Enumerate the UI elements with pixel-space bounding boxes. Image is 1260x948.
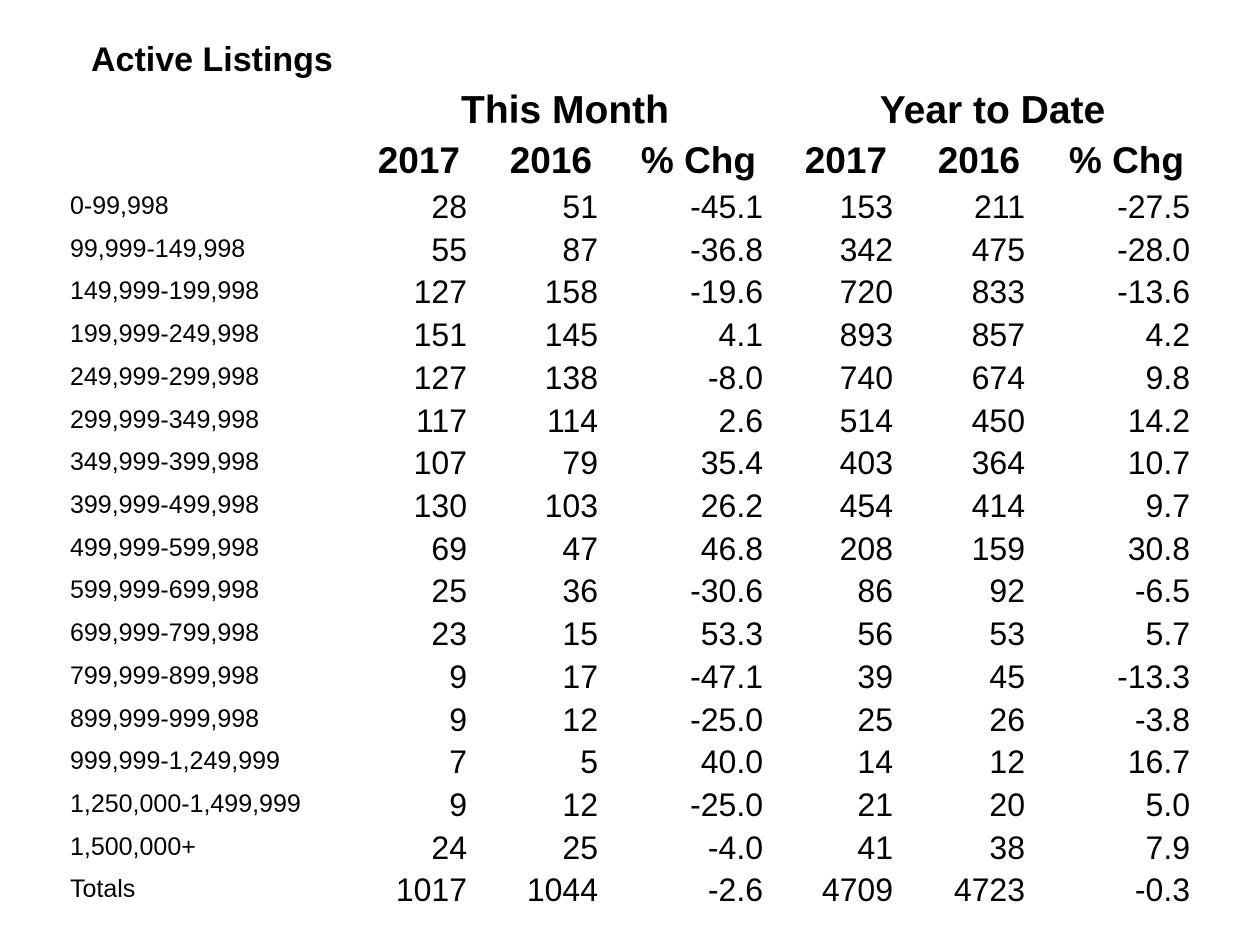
cell-ytd-2017: 39 [857, 659, 893, 695]
cell-this-month-2016: 25 [562, 830, 598, 866]
column-header-ytd-2016: 2016 [937, 140, 1020, 181]
row-label: 1,500,000+ [70, 833, 196, 861]
cell-this-month-2017: 117 [415, 403, 467, 439]
table-row [0, 741, 1260, 783]
cell-ytd-2017: 720 [839, 274, 893, 310]
cell-this-month-pct-chg: -2.6 [707, 872, 763, 908]
cell-ytd-2016: 857 [971, 317, 1025, 353]
cell-ytd-2017: 454 [839, 488, 893, 524]
cell-ytd-2016: 833 [971, 274, 1025, 310]
cell-this-month-2016: 12 [562, 787, 598, 823]
column-header-this-month-2017: 2017 [377, 140, 460, 181]
cell-ytd-2017: 86 [857, 573, 893, 609]
cell-ytd-2016: 38 [989, 830, 1025, 866]
row-label: 0-99,998 [70, 192, 169, 220]
cell-ytd-pct-chg: 5.7 [1145, 616, 1190, 652]
cell-this-month-pct-chg: 26.2 [700, 488, 763, 524]
row-label: 599,999-699,998 [70, 576, 260, 604]
cell-ytd-2016: 92 [989, 573, 1025, 609]
cell-this-month-2016: 138 [544, 360, 598, 396]
table-row [0, 229, 1260, 271]
group-header-this-month: This Month [461, 89, 669, 132]
cell-ytd-2017: 342 [839, 232, 893, 268]
cell-this-month-2016: 79 [562, 445, 598, 481]
cell-ytd-2017: 21 [857, 787, 893, 823]
cell-this-month-pct-chg: 53.3 [700, 616, 763, 652]
table-row-totals [0, 869, 1260, 911]
cell-this-month-pct-chg: -19.6 [690, 274, 763, 310]
row-label: 399,999-499,998 [70, 491, 260, 519]
cell-ytd-2016: 414 [971, 488, 1025, 524]
cell-ytd-pct-chg: -28.0 [1117, 232, 1190, 268]
cell-this-month-2017: 28 [431, 189, 467, 225]
cell-this-month-2017: 25 [431, 573, 467, 609]
column-header-this-month-pct-chg: % Chg [640, 140, 756, 181]
cell-ytd-2017: 403 [839, 445, 893, 481]
cell-this-month-pct-chg: 46.8 [700, 531, 763, 567]
cell-this-month-pct-chg: -47.1 [690, 659, 763, 695]
row-label: 249,999-299,998 [70, 363, 260, 391]
table-row [0, 271, 1260, 313]
table-row [0, 827, 1260, 869]
cell-this-month-2016: 5 [580, 744, 598, 780]
cell-ytd-pct-chg: 5.0 [1145, 787, 1190, 823]
row-label: 199,999-249,998 [70, 320, 260, 348]
cell-this-month-2017: 127 [413, 360, 467, 396]
cell-this-month-2016: 87 [562, 232, 598, 268]
table-row [0, 656, 1260, 698]
cell-this-month-2017: 55 [431, 232, 467, 268]
row-label-totals: Totals [70, 875, 136, 903]
cell-this-month-2016: 47 [562, 531, 598, 567]
cell-ytd-2017: 740 [839, 360, 893, 396]
cell-this-month-2017: 9 [449, 659, 467, 695]
cell-this-month-2016: 51 [562, 189, 598, 225]
cell-this-month-2017: 69 [431, 531, 467, 567]
table-row [0, 784, 1260, 826]
table-row [0, 570, 1260, 612]
cell-ytd-2017: 56 [857, 616, 893, 652]
cell-ytd-pct-chg: -13.3 [1117, 659, 1190, 695]
cell-ytd-pct-chg: 30.8 [1127, 531, 1190, 567]
cell-this-month-pct-chg: 2.6 [718, 403, 763, 439]
cell-ytd-2016: 159 [971, 531, 1025, 567]
cell-ytd-2016: 26 [989, 702, 1025, 738]
cell-ytd-2017: 4709 [821, 872, 893, 908]
cell-ytd-pct-chg: 10.7 [1127, 445, 1190, 481]
cell-ytd-pct-chg: -27.5 [1117, 189, 1190, 225]
page-title: Active Listings [91, 41, 333, 79]
cell-this-month-pct-chg: -8.0 [707, 360, 763, 396]
cell-ytd-pct-chg: 16.7 [1127, 744, 1190, 780]
cell-ytd-2017: 41 [857, 830, 893, 866]
cell-ytd-pct-chg: -3.8 [1134, 702, 1190, 738]
cell-this-month-2017: 127 [413, 274, 467, 310]
cell-this-month-2016: 114 [546, 403, 598, 439]
table-row [0, 314, 1260, 356]
cell-this-month-2017: 151 [413, 317, 467, 353]
cell-ytd-2017: 25 [857, 702, 893, 738]
cell-ytd-pct-chg: 9.7 [1145, 488, 1190, 524]
cell-ytd-2017: 153 [839, 189, 893, 225]
cell-this-month-2017: 7 [449, 744, 467, 780]
cell-this-month-pct-chg: -25.0 [690, 787, 763, 823]
row-label: 1,250,000-1,499,999 [70, 790, 301, 818]
cell-ytd-2016: 364 [971, 445, 1025, 481]
row-label: 699,999-799,998 [70, 619, 260, 647]
cell-this-month-pct-chg: -45.1 [690, 189, 763, 225]
cell-ytd-2016: 211 [973, 189, 1025, 225]
cell-this-month-pct-chg: 40.0 [700, 744, 763, 780]
cell-this-month-2016: 145 [544, 317, 598, 353]
cell-ytd-2017: 514 [839, 403, 893, 439]
cell-this-month-2016: 158 [544, 274, 598, 310]
row-label: 99,999-149,998 [70, 235, 246, 263]
cell-this-month-2016: 12 [562, 702, 598, 738]
cell-ytd-2016: 12 [989, 744, 1025, 780]
row-label: 299,999-349,998 [70, 406, 260, 434]
row-label: 799,999-899,998 [70, 662, 260, 690]
cell-this-month-pct-chg: -25.0 [690, 702, 763, 738]
table-row [0, 442, 1260, 484]
cell-ytd-pct-chg: 7.9 [1145, 830, 1190, 866]
row-label: 499,999-599,998 [70, 534, 260, 562]
cell-ytd-pct-chg: -13.6 [1117, 274, 1190, 310]
cell-ytd-2016: 45 [989, 659, 1025, 695]
cell-this-month-2017: 24 [431, 830, 467, 866]
cell-this-month-2016: 17 [562, 659, 598, 695]
cell-this-month-2016: 15 [562, 616, 598, 652]
cell-ytd-2016: 20 [989, 787, 1025, 823]
table-row [0, 699, 1260, 741]
cell-ytd-pct-chg: -6.5 [1134, 573, 1190, 609]
cell-ytd-2017: 14 [857, 744, 893, 780]
table-row [0, 400, 1260, 442]
cell-this-month-2017: 9 [449, 787, 467, 823]
cell-ytd-2016: 475 [971, 232, 1025, 268]
cell-this-month-2016: 1044 [526, 872, 598, 908]
cell-this-month-pct-chg: 4.1 [718, 317, 763, 353]
cell-ytd-2016: 53 [989, 616, 1025, 652]
cell-ytd-2016: 450 [971, 403, 1025, 439]
cell-ytd-2016: 674 [971, 360, 1025, 396]
cell-ytd-pct-chg: 14.2 [1127, 403, 1190, 439]
cell-ytd-pct-chg: 9.8 [1145, 360, 1190, 396]
table-row [0, 485, 1260, 527]
row-label: 149,999-199,998 [70, 277, 260, 305]
cell-this-month-pct-chg: -30.6 [690, 573, 763, 609]
group-header-year-to-date: Year to Date [879, 89, 1106, 132]
table-row [0, 528, 1260, 570]
cell-ytd-pct-chg: -0.3 [1134, 872, 1190, 908]
cell-this-month-2017: 9 [449, 702, 467, 738]
cell-this-month-2017: 23 [431, 616, 467, 652]
column-header-ytd-2017: 2017 [804, 140, 887, 181]
cell-this-month-2017: 1017 [395, 872, 467, 908]
cell-this-month-pct-chg: -4.0 [707, 830, 763, 866]
cell-this-month-2017: 107 [413, 445, 467, 481]
cell-this-month-pct-chg: -36.8 [690, 232, 763, 268]
row-label: 999,999-1,249,999 [70, 747, 280, 775]
table-row [0, 186, 1260, 228]
cell-ytd-2017: 208 [839, 531, 893, 567]
column-header-ytd-pct-chg: % Chg [1068, 140, 1184, 181]
cell-ytd-pct-chg: 4.2 [1145, 317, 1190, 353]
cell-this-month-2016: 36 [562, 573, 598, 609]
cell-ytd-2017: 893 [839, 317, 893, 353]
row-label: 349,999-399,998 [70, 448, 260, 476]
row-label: 899,999-999,998 [70, 705, 260, 733]
cell-this-month-pct-chg: 35.4 [700, 445, 763, 481]
cell-ytd-2016: 4723 [953, 872, 1025, 908]
table-row [0, 357, 1260, 399]
cell-this-month-2016: 103 [544, 488, 598, 524]
table-row [0, 613, 1260, 655]
column-header-this-month-2016: 2016 [509, 140, 592, 181]
cell-this-month-2017: 130 [413, 488, 467, 524]
